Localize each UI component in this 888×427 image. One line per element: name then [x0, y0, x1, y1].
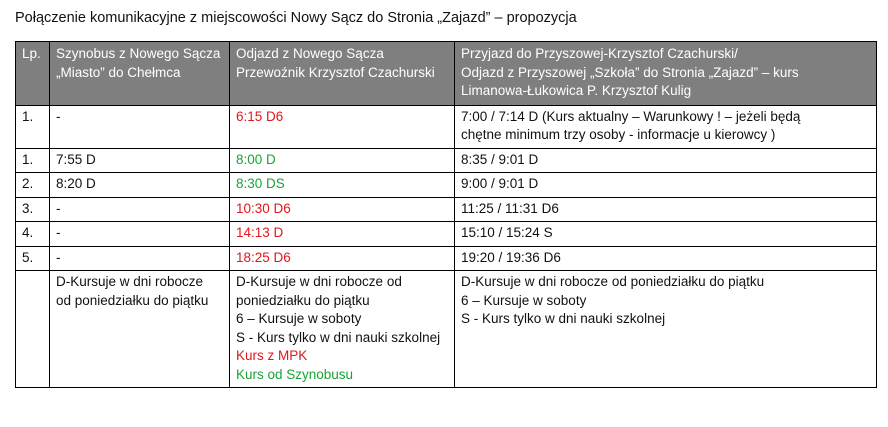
cell-przyjazd: 15:10 / 15:24 S	[455, 222, 877, 247]
cell-przyjazd: 19:20 / 19:36 D6	[455, 246, 877, 271]
table-row	[16, 148, 877, 173]
table-row	[16, 105, 877, 148]
cell-odjazd: 8:00 D	[230, 148, 455, 173]
document-title: Połączenie komunikacyjne z miejscowości Nowy Sącz do Stronia „Zajazd” – propozycja	[15, 10, 577, 26]
header-line: Limanowa-Łukowica P. Krzysztof Kulig	[461, 83, 692, 98]
cell-szynobus: -	[50, 197, 230, 222]
cell-szynobus: -	[50, 105, 230, 148]
legend-line: od poniedziałku do piątku	[56, 292, 209, 308]
legend-line: D-Kursuje w dni robocze od	[236, 274, 402, 289]
cell-lp: 1.	[16, 105, 50, 148]
legend-line: S - Kurs tylko w dni nauki szkolnej	[461, 311, 666, 326]
cell-lp: 4.	[16, 222, 50, 247]
table-row	[16, 173, 877, 198]
cell-lp: 1.	[16, 148, 50, 173]
cell-lp: 5.	[16, 246, 50, 271]
schedule-table	[15, 41, 877, 388]
cell-przyjazd: 8:35 / 9:01 D	[455, 148, 877, 173]
cell-szynobus: 7:55 D	[50, 148, 230, 173]
legend-row	[16, 271, 877, 388]
header-line: Przewoźnik Krzysztof Czachurski	[236, 64, 435, 80]
legend-szynobus	[50, 271, 230, 388]
header-line: Odjazd z Przyszowej „Szkoła” do Stronia „Zajazd” – kurs	[461, 64, 799, 80]
header-line: Szynobus z Nowego Sącza	[56, 46, 221, 61]
header-odjazd	[230, 42, 455, 106]
legend-line: 6 – Kursuje w soboty	[236, 311, 362, 326]
cell-odjazd: 6:15 D6	[230, 105, 455, 148]
header-line: Przyjazd do Przyszowej-Krzysztof Czachurski/	[461, 46, 738, 61]
header-szynobus	[50, 42, 230, 106]
legend-line: poniedziałku do piątku	[236, 292, 370, 308]
cell-szynobus: 8:20 D	[50, 173, 230, 198]
table-row	[16, 197, 877, 222]
cell-lp: 3.	[16, 197, 50, 222]
cell-szynobus: -	[50, 246, 230, 271]
header-line: „Miasto” do Chełmca	[56, 64, 181, 80]
cell-odjazd: 14:13 D	[230, 222, 455, 247]
legend-line: S - Kurs tylko w dni nauki szkolnej	[236, 329, 441, 345]
cell-odjazd: 10:30 D6	[230, 197, 455, 222]
header-przyjazd	[455, 42, 877, 106]
legend-przyjazd	[455, 271, 877, 388]
header-line: Odjazd z Nowego Sącza	[236, 46, 384, 61]
legend-line: D-Kursuje w dni robocze od poniedziałku do piątku	[461, 274, 765, 289]
cell-szynobus: -	[50, 222, 230, 247]
legend-szynobus-course: Kurs od Szynobusu	[236, 366, 354, 382]
cell-przyjazd: 11:25 / 11:31 D6	[455, 197, 877, 222]
table-row	[16, 246, 877, 271]
header-lp: Lp.	[16, 42, 50, 106]
table-header-row	[16, 42, 877, 106]
legend-line: D-Kursuje w dni robocze	[56, 274, 204, 289]
cell-odjazd: 8:30 DS	[230, 173, 455, 198]
cell-line: 7:00 / 7:14 D (Kurs aktualny – Warunkowy ! – jeżeli będą	[461, 108, 801, 124]
cell-przyjazd: 9:00 / 9:01 D	[455, 173, 877, 198]
legend-mpk: Kurs z MPK	[236, 348, 308, 363]
cell-odjazd: 18:25 D6	[230, 246, 455, 271]
cell-lp: 2.	[16, 173, 50, 198]
legend-line: 6 – Kursuje w soboty	[461, 292, 587, 308]
legend-odjazd	[230, 271, 455, 388]
cell-lp	[16, 271, 50, 388]
cell-line: chętne minimum trzy osoby - informacje u kierowcy )	[461, 127, 776, 142]
cell-przyjazd	[455, 105, 877, 148]
table-row	[16, 222, 877, 247]
